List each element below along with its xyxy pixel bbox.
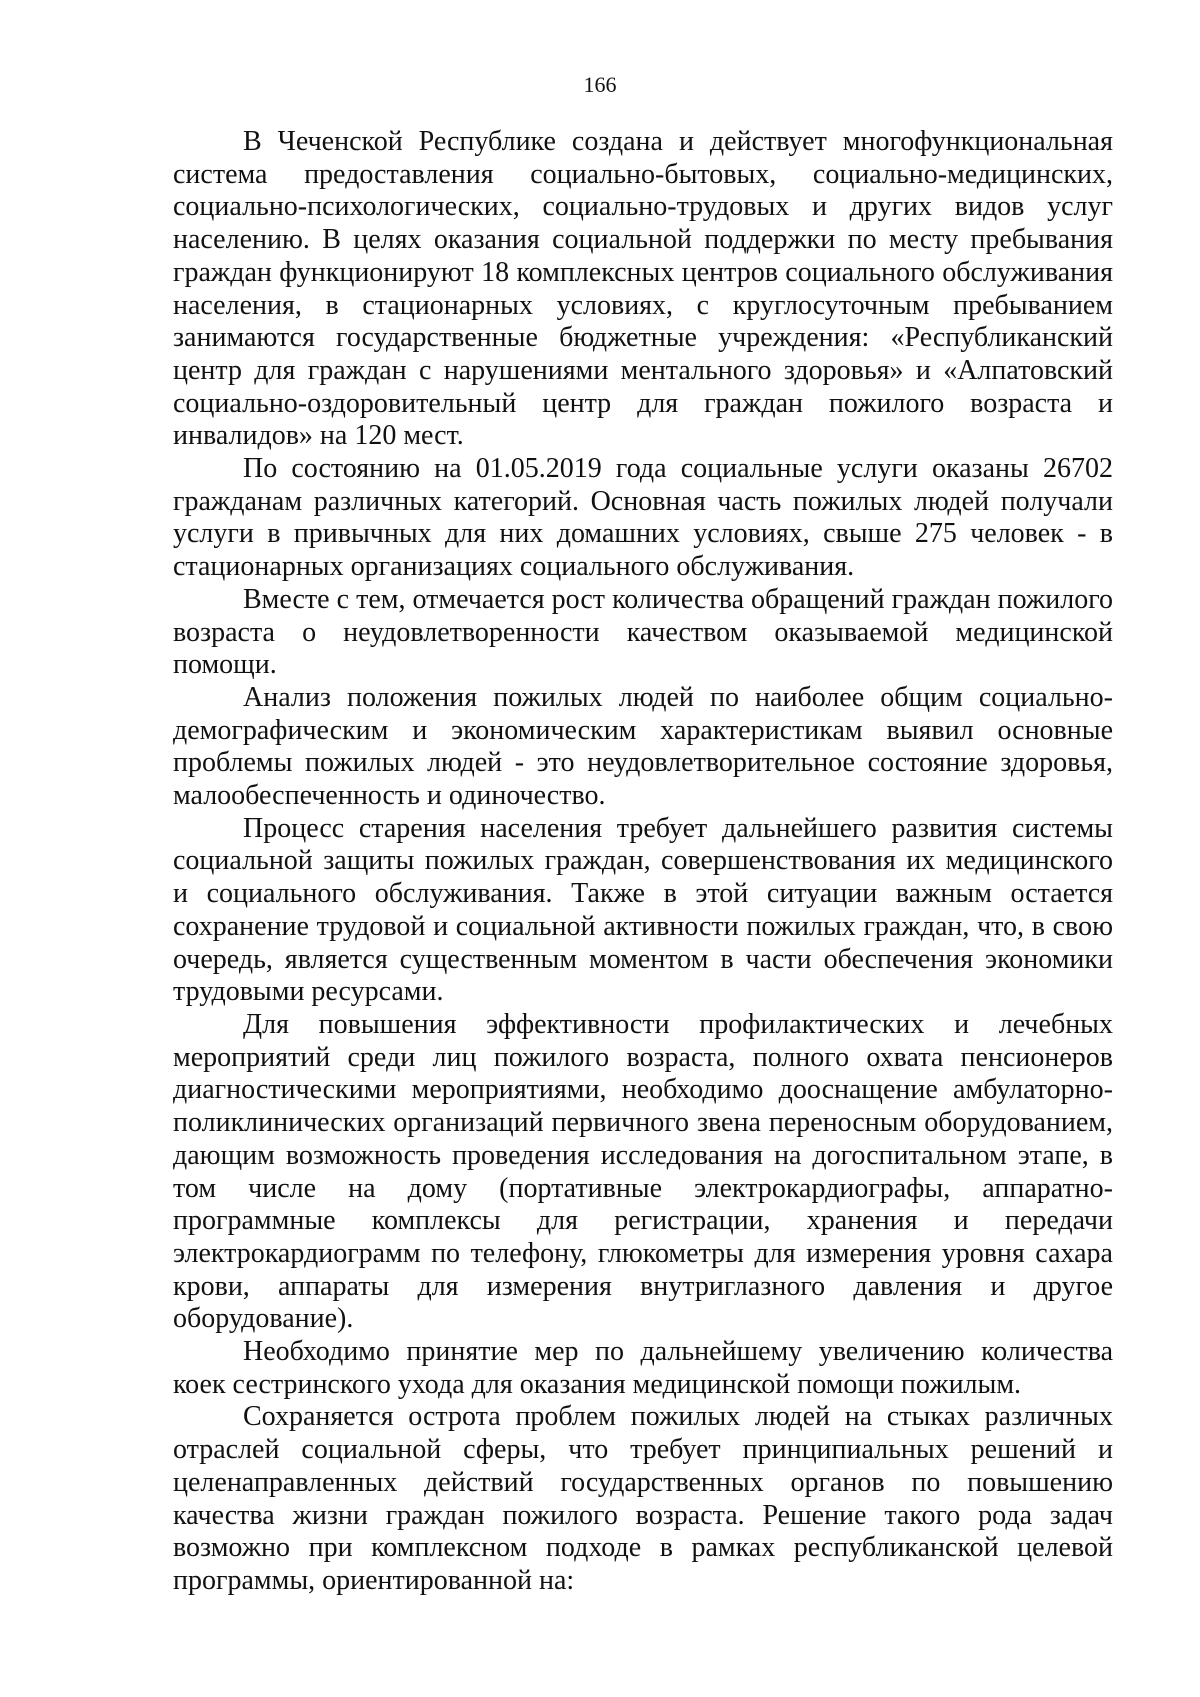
paragraph-nursing-beds: Необходимо принятие мер по дальнейшему увеличению количества коек сестринского ухода для оказания медицинской помощи пожилым. [173,1336,1113,1400]
paragraph-equipment: Для повышения эффективности профилактических и лечебных мероприятий среди лиц пожилого возраста, полного охвата пенсионеров диагностическими мероприятиями, необходимо дооснащение амбулаторно-поликлинических организаций первичного звена переносным оборудованием, дающим возможность проведения исследования на догоспитальном этапе, в том числе на дому (портативные электрокардиографы, аппаратно-программные комплексы для регистрации, хранения и передачи электрокардиограмм по телефону, глюкометры для измерения уровня сахара крови, аппараты для измерения внутриглазного давления и другое оборудование). [173,1008,1113,1335]
document-body [173,126,1113,1598]
paragraph-services-provided: По состоянию на 01.05.2019 года социальные услуги оказаны 26702 гражданам различных категорий. Основная часть пожилых людей получали услуги в привычных для них домашних условиях, свыше 275 человек - в стационарных организациях социального обслуживания. [173,453,1113,583]
paragraph-aging-process: Процесс старения населения требует дальнейшего развития системы социальной защиты пожилых граждан, совершенствования их медицинского и социального обслуживания. Также в этой ситуации важным остается сохранение трудовой и социальной активности пожилых граждан, что, в свою очередь, является существенным моментом в части обеспечения экономики трудовыми ресурсами. [173,812,1113,1008]
page-number: 166 [583,72,617,97]
paragraph-complaints: Вместе с тем, отмечается рост количества обращений граждан пожилого возраста о неудовлетворенности качеством оказываемой медицинской помощи. [173,583,1113,681]
paragraph-social-system: В Чеченской Республике создана и действует многофункциональная система предоставления социально-бытовых, социально-медицинских, социально-психологических, социально-трудовых и других видов услуг населению. В целях оказания социальной поддержки по месту пребывания граждан функционируют 18 комплексных центров социального обслуживания населения, в стационарных условиях, с круглосуточным пребыванием занимаются государственные бюджетные учреждения: «Республиканский центр для граждан с нарушениями ментального здоровья» и «Алпатовский социально-оздоровительный центр для граждан пожилого возраста и инвалидов» на 120 мест. [173,126,1113,452]
paragraph-program-approach: Сохраняется острота проблем пожилых людей на стыках различных отраслей социальной сферы, что требует принципиальных решений и целенаправленных действий государственных органов по повышению качества жизни граждан пожилого возраста. Решение такого рода задач возможно при комплексном подходе в рамках республиканской целевой программы, ориентированной на: [173,1401,1113,1596]
paragraph-analysis: Анализ положения пожилых людей по наиболее общим социально-демографическим и экономическим характеристикам выявил основные проблемы пожилых людей - это неудовлетворительное состояние здоровья, малообеспеченность и одиночество. [173,681,1113,812]
